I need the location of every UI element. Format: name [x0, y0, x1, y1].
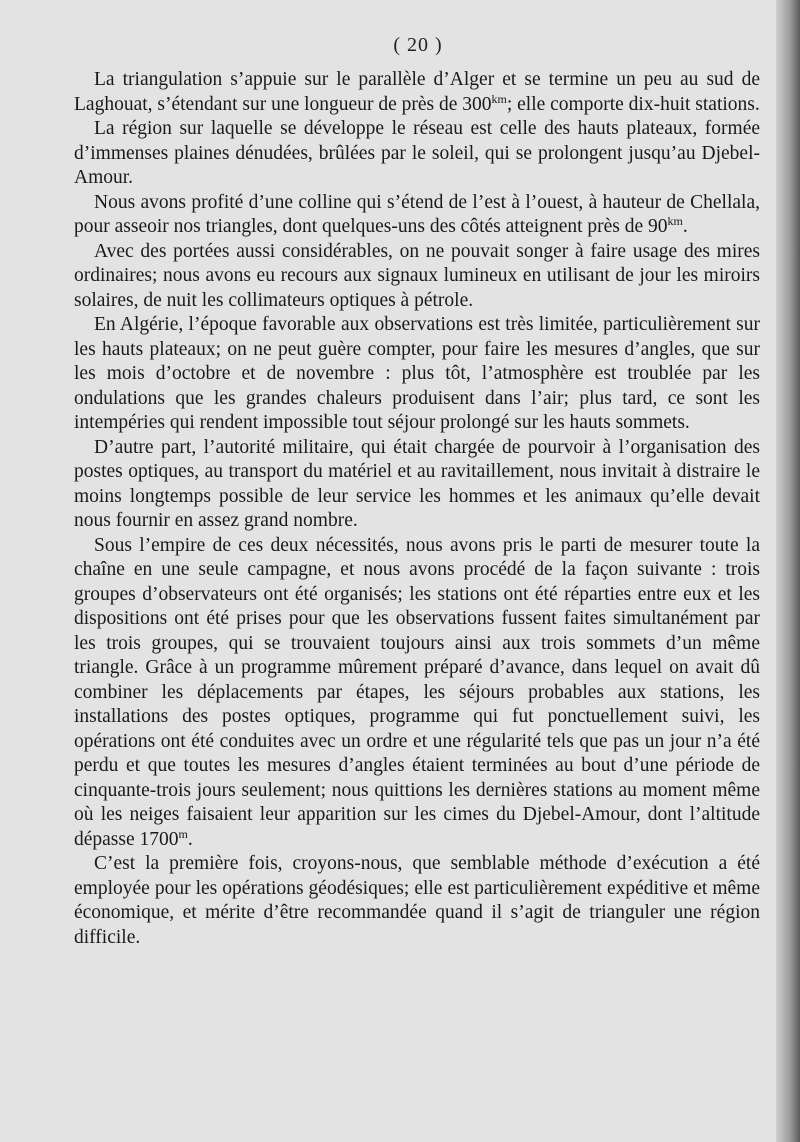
paragraph-text: Avec des portées aussi considérables, on ne pouvait songer à faire usage des mires ordinaires; nous avons eu recours aux signaux lumineux en utilisant de jour les miroirs solaires, de nuit les collimateurs optiques à pétrole. [74, 240, 760, 311]
paragraph-text: La triangulation s’appuie sur le parallèle d’Alger et se termine un peu au sud de Laghouat, s’étendant sur une longueur de près de 300 [74, 69, 760, 115]
paragraph-text: D’autre part, l’autorité militaire, qui était chargée de pourvoir à l’organisation des postes optiques, au transport du matériel et au ravitaillement, nous invitait à distraire le moins longtemps possible de leur service les hommes et les animaux qu’elle devait nous fournir en assez grand nombre. [74, 436, 760, 531]
paragraph-text: Sous l’empire de ces deux nécessités, nous avons pris le parti de mesurer toute la chaîne en une seule campagne, et nous avons procédé de la façon suivante : trois groupes d’observateurs ont été organisés; les stations ont été réparties entre eux et les dispositions ont été prises pour que les observations fussent faites simultanément par les trois groupes, qui se trouvaient toujours ainsi aux trois sommets d’un même triangle. Grâce à un programme mûrement préparé d’avance, dans lequel on avait dû combiner les déplacements par étapes, les séjours probables aux stations, les installations des postes optiques, programme qui fut ponctuellement suivi, les opérations ont été conduites avec un ordre et une régularité tels que pas un jour n’a été perdu et que toutes les mesures d’angles étaient terminées au bout d’une période de cinquante-trois jours seulement; nous quittions les dernières stations au moment même où les neiges faisaient leur apparition sur les cimes du Djebel-Amour, dont l’altitude dépasse 1700 [74, 534, 760, 850]
unit-superscript: m [178, 826, 188, 841]
unit-superscript: km [667, 214, 683, 228]
paragraph-1 [74, 68, 760, 117]
page-number: ( 20 ) [393, 34, 443, 56]
paragraph-text: La région sur laquelle se développe le réseau est celle des hauts plateaux, formée d’immenses plaines dénudées, brûlées par le soleil, qui se prolongent jusqu’au Djebel-Amour. [74, 118, 760, 188]
paragraph-7 [74, 534, 760, 853]
paragraph-6 [74, 436, 760, 534]
paragraph-text: C’est la première fois, croyons-nous, que semblable méthode d’exécution a été employée pour les opérations géodésiques; elle est particulièrement expéditive et même économique, et mérite d’être recommandée quand il s’agit de trianguler une région difficile. [74, 853, 760, 948]
paragraph-text-continued: . [682, 216, 688, 237]
paragraph-5 [74, 313, 760, 436]
paragraph-4 [74, 240, 760, 314]
paragraph-2 [74, 117, 760, 191]
paragraph-3 [74, 191, 760, 240]
paragraph-8 [74, 852, 760, 950]
unit-superscript: km [491, 91, 507, 106]
paragraph-text-continued: ; elle comporte dix-huit stations. [506, 93, 760, 115]
paragraph-text-continued: . [187, 828, 193, 850]
body-text [74, 68, 760, 950]
page-edge-shadow [776, 0, 800, 1142]
paragraph-text: En Algérie, l’époque favorable aux observations est très limitée, particulièrement sur les hauts plateaux; on ne peut guère compter, pour faire les mesures d’angles, que sur les mois d’octobre et de novembre : plus tôt, l’atmosphère est troublée par les ondulations que les grandes chaleurs produisent dans l’air; plus tard, ce sont les intempéries qui rendent impossible tout séjour prolongé sur les hauts sommets. [74, 314, 760, 433]
paragraph-text: Nous avons profité d’une colline qui s’étend de l’est à l’ouest, à hauteur de Chellala, pour asseoir nos triangles, dont quelques-uns des côtés atteignent près de 90 [74, 191, 760, 237]
